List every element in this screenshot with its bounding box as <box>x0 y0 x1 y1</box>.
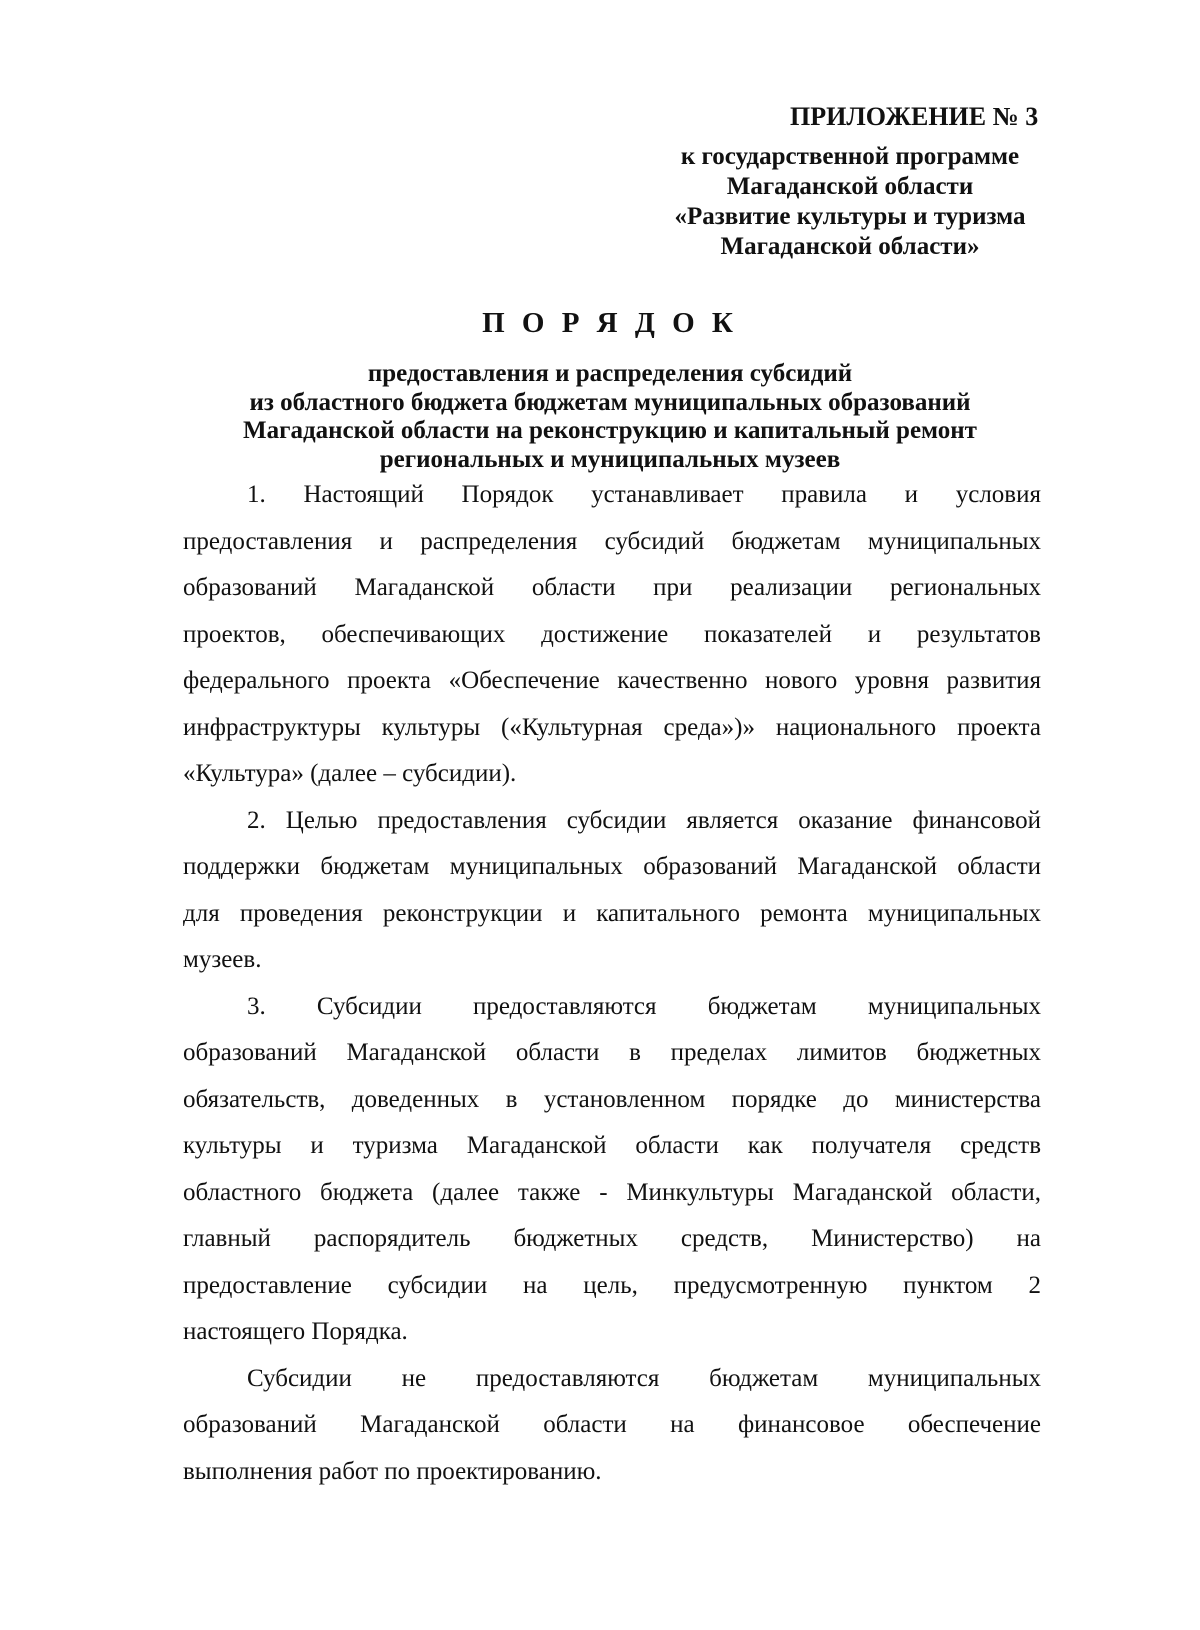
paragraph-2 <box>183 798 1041 984</box>
text-line: федерального проекта «Обеспечение качественно нового уровня развития <box>183 667 1041 694</box>
text-line: 3. Субсидии предоставляются бюджетам муниципальных <box>247 992 1041 1020</box>
text-line: культуры и туризма Магаданской области как получателя средств <box>183 1132 1041 1159</box>
text-line: для проведения реконструкции и капитального ремонта муниципальных <box>183 899 1041 927</box>
document-title: П О Р Я Д О К <box>482 307 738 339</box>
paragraph-1 <box>183 472 1041 798</box>
document-subtitle-line: предоставления и распределения субсидий <box>367 360 853 387</box>
document-body <box>183 472 1041 1495</box>
text-line: выполнения работ по проектированию. <box>183 1457 602 1485</box>
text-line: предоставление субсидии на цель, предусмотренную пунктом 2 <box>183 1271 1041 1299</box>
appendix-line: «Развитие культуры и туризма <box>674 203 1026 230</box>
text-line: музеев. <box>183 946 262 973</box>
text-line: 1. Настоящий Порядок устанавливает правила и условия <box>247 481 1041 508</box>
appendix-header <box>640 102 1060 262</box>
text-line: Субсидии не предоставляются бюджетам муниципальных <box>247 1364 1041 1392</box>
text-line: 2. Целью предоставления субсидии является оказание финансовой <box>247 806 1041 834</box>
text-line: главный распорядитель бюджетных средств, Министерство) на <box>183 1225 1041 1252</box>
paragraph-4 <box>183 1356 1041 1496</box>
appendix-heading: ПРИЛОЖЕНИЕ № 3 <box>790 102 1039 131</box>
document-subtitle-line: региональных и муниципальных музеев <box>379 445 841 473</box>
appendix-line: к государственной программе <box>680 143 1020 170</box>
text-line: образований Магаданской области на финансовое обеспечение <box>183 1411 1041 1438</box>
text-line: инфраструктуры культуры («Культурная среда»)» национального проекта <box>183 713 1041 741</box>
document-title-block <box>180 306 1040 474</box>
text-line: проектов, обеспечивающих достижение показателей и результатов <box>183 620 1041 648</box>
text-line: «Культура» (далее – субсидии). <box>183 760 517 787</box>
text-line: настоящего Порядка. <box>183 1318 408 1345</box>
text-line: образований Магаданской области при реализации региональных <box>183 574 1041 601</box>
text-line: поддержки бюджетам муниципальных образований Магаданской области <box>183 853 1041 880</box>
appendix-line: Магаданской области» <box>720 233 980 260</box>
document-subtitle-line: Магаданской области на реконструкцию и капитальный ремонт <box>243 417 977 444</box>
text-line: областного бюджета (далее также - Минкультуры Магаданской области, <box>183 1178 1041 1206</box>
document-subtitle-line: из областного бюджета бюджетам муниципальных образований <box>249 388 971 416</box>
appendix-line: Магаданской области <box>726 173 974 200</box>
text-line: предоставления и распределения субсидий бюджетам муниципальных <box>183 527 1041 555</box>
text-line: образований Магаданской области в пределах лимитов бюджетных <box>183 1039 1041 1066</box>
text-line: обязательств, доведенных в установленном порядке до министерства <box>183 1085 1041 1113</box>
paragraph-3 <box>183 984 1041 1356</box>
